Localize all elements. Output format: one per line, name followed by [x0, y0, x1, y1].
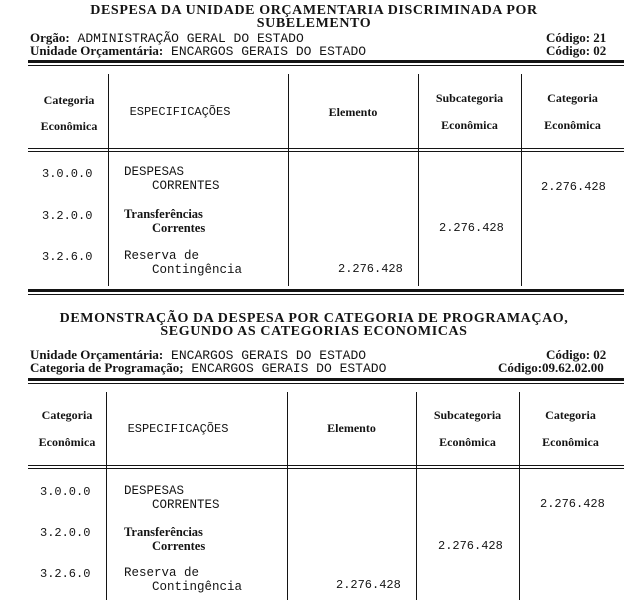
orgao-code: Código: 21: [546, 30, 607, 45]
table2-header-sub-economica: Econômica: [439, 435, 496, 449]
unidade-value: ENCARGOS GERAIS DO ESTADO: [171, 44, 367, 59]
table1-header-categoria: Categoria: [43, 93, 95, 107]
rule-double: [28, 60, 624, 63]
table2-header-subcategoria: Subcategoria: [433, 408, 502, 422]
table-row-elemento: 2.276.428: [336, 578, 401, 592]
section-divider: [28, 289, 624, 292]
table-row-subcategoria: 2.276.428: [439, 221, 504, 235]
rule-thin: [28, 383, 624, 384]
table-row-spec-cont: CORRENTES: [152, 179, 220, 193]
unidade2-code: Código: 02: [546, 347, 607, 362]
table-row-spec: Transferências: [124, 207, 203, 221]
rule-double: [28, 378, 624, 381]
table-row-spec: Reserva de: [124, 249, 200, 263]
table2-col-rule: [519, 392, 520, 600]
table2-title-line1: DEMONSTRAÇÃO DA DESPESA POR CATEGORIA DE PROGRAMAÇAO,: [59, 311, 569, 326]
table1-col-rule: [108, 74, 109, 286]
programacao-label: Categoria de Programação;: [30, 360, 184, 375]
unidade-code: Código: 02: [546, 43, 607, 58]
table2-col-rule: [416, 392, 417, 600]
rule-thin: [28, 65, 624, 66]
table1-header-sub-economica: Econômica: [441, 118, 498, 132]
table-row-spec-cont: Correntes: [152, 221, 206, 235]
table-row-spec: DESPESAS: [124, 165, 185, 179]
unidade2-value: ENCARGOS GERAIS DO ESTADO: [171, 348, 367, 363]
table2-header-categoria2: Categoria: [545, 408, 596, 422]
table1-col-rule: [418, 74, 419, 286]
table-row-code: 3.2.6.0: [40, 567, 91, 581]
table1-header-especificacoes: ESPECIFICAÇÕES: [129, 105, 231, 119]
table-row-code: 3.2.0.0: [42, 209, 93, 223]
table2-header-especificacoes: ESPECIFICAÇÕES: [127, 422, 229, 436]
table-row-categoria: 2.276.428: [541, 180, 606, 194]
programacao-value: ENCARGOS GERAIS DO ESTADO: [191, 361, 387, 376]
unidade-line: [30, 44, 366, 58]
table-row-spec: Reserva de: [124, 566, 200, 580]
table-row-categoria: 2.276.428: [540, 497, 605, 511]
table-row-code: 3.0.0.0: [40, 485, 91, 499]
unidade2-label: Unidade Orçamentária:: [30, 347, 164, 362]
table-row-spec-cont: Contingência: [152, 263, 243, 277]
table-row-spec-cont: Contingência: [152, 580, 243, 594]
table-row-code: 3.0.0.0: [42, 167, 93, 181]
table2-header-rule: [28, 465, 624, 466]
table-row-spec-cont: Correntes: [152, 539, 206, 553]
table1-header-rule: [28, 148, 624, 149]
table-row-spec: DESPESAS: [124, 484, 185, 498]
table1-header-rule: [28, 151, 624, 152]
table2-header-rule: [28, 468, 624, 469]
programacao-line: [30, 361, 386, 375]
table2-header-economica: Econômica: [38, 435, 96, 449]
unidade-label: Unidade Orçamentária:: [30, 43, 164, 58]
orgao-value: ADMINISTRAÇÃO GERAL DO ESTADO: [77, 31, 304, 46]
table-row-subcategoria: 2.276.428: [438, 539, 503, 553]
table1-header-economica: Econômica: [40, 119, 98, 133]
orgao-label: Orgão:: [30, 30, 70, 45]
table2-col-rule: [106, 392, 107, 600]
table-row-elemento: 2.276.428: [338, 262, 403, 276]
table-row-code: 3.2.6.0: [42, 250, 93, 264]
table1-header-cat-economica: Econômica: [544, 118, 601, 132]
table2-header-cat-economica: Econômica: [542, 435, 599, 449]
table1-title-line2: SUBELEMENTO: [256, 16, 372, 31]
table-row-code: 3.2.0.0: [40, 526, 91, 540]
table1-header-subcategoria: Subcategoria: [435, 91, 504, 105]
section-divider-thin: [28, 294, 624, 295]
table1-header-categoria2: Categoria: [547, 91, 598, 105]
table1-col-rule: [521, 74, 522, 286]
table2-header-elemento: Elemento: [327, 421, 376, 435]
table1-header-elemento: Elemento: [328, 105, 378, 119]
table2-title-line2: SEGUNDO AS CATEGORIAS ECONOMICAS: [160, 324, 468, 339]
programacao-code: Código:09.62.02.00: [498, 360, 604, 375]
table-row-spec: Transferências: [124, 525, 203, 539]
table1-title-line1: DESPESA DA UNIDADE ORÇAMENTARIA DISCRIMINADA POR: [90, 3, 538, 18]
table2-header-categoria: Categoria: [41, 408, 93, 422]
table-row-spec-cont: CORRENTES: [152, 498, 220, 512]
